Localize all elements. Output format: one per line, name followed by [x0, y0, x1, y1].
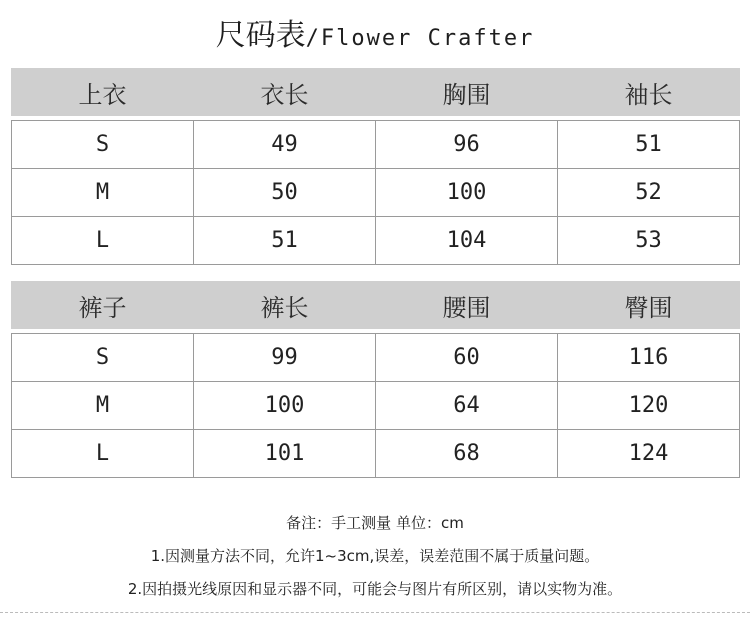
tops-size-table [11, 68, 740, 265]
size-cell: S [12, 121, 194, 169]
note-line-2: 2.因拍摄光线原因和显示器不同，可能会与图片有所区别，请以实物为准。 [127, 580, 623, 598]
value-cell: 68 [376, 430, 558, 478]
pants-header-cell: 腰围 [376, 282, 558, 329]
value-cell: 53 [558, 217, 740, 265]
value-cell: 49 [194, 121, 376, 169]
size-cell: M [12, 169, 194, 217]
value-cell: 124 [558, 430, 740, 478]
table-row [12, 430, 740, 478]
table-row [12, 121, 740, 169]
value-cell: 50 [194, 169, 376, 217]
tops-header-cell: 袖长 [558, 69, 740, 116]
pants-header-cell: 裤长 [194, 282, 376, 329]
bottom-divider [0, 612, 750, 614]
size-cell: L [12, 217, 194, 265]
value-cell: 104 [376, 217, 558, 265]
pants-header-cell: 裤子 [12, 282, 194, 329]
tops-header-row [12, 69, 740, 116]
table-row [12, 382, 740, 430]
value-cell: 99 [194, 334, 376, 382]
value-cell: 100 [194, 382, 376, 430]
notes-title: 备注：手工测量 单位：cm [286, 514, 464, 532]
tops-header-cell: 上衣 [12, 69, 194, 116]
value-cell: 51 [194, 217, 376, 265]
value-cell: 60 [376, 334, 558, 382]
page-title [0, 10, 750, 54]
value-cell: 100 [376, 169, 558, 217]
size-cell: M [12, 382, 194, 430]
value-cell: 51 [558, 121, 740, 169]
value-cell: 64 [376, 382, 558, 430]
value-cell: 52 [558, 169, 740, 217]
title-chinese: 尺码表 [215, 18, 306, 53]
table-row [12, 217, 740, 265]
size-cell: L [12, 430, 194, 478]
value-cell: 101 [194, 430, 376, 478]
table-row [12, 169, 740, 217]
note-line-1: 1.因测量方法不同，允许1~3cm,误差，误差范围不属于质量问题。 [150, 547, 600, 565]
size-cell: S [12, 334, 194, 382]
value-cell: 116 [558, 334, 740, 382]
pants-header-row [12, 282, 740, 329]
tops-header-cell: 衣长 [194, 69, 376, 116]
pants-size-table [11, 281, 740, 478]
value-cell: 120 [558, 382, 740, 430]
title-brand: /Flower Crafter [305, 26, 535, 51]
tops-header-cell: 胸围 [376, 69, 558, 116]
value-cell: 96 [376, 121, 558, 169]
table-row [12, 334, 740, 382]
pants-header-cell: 臀围 [558, 282, 740, 329]
